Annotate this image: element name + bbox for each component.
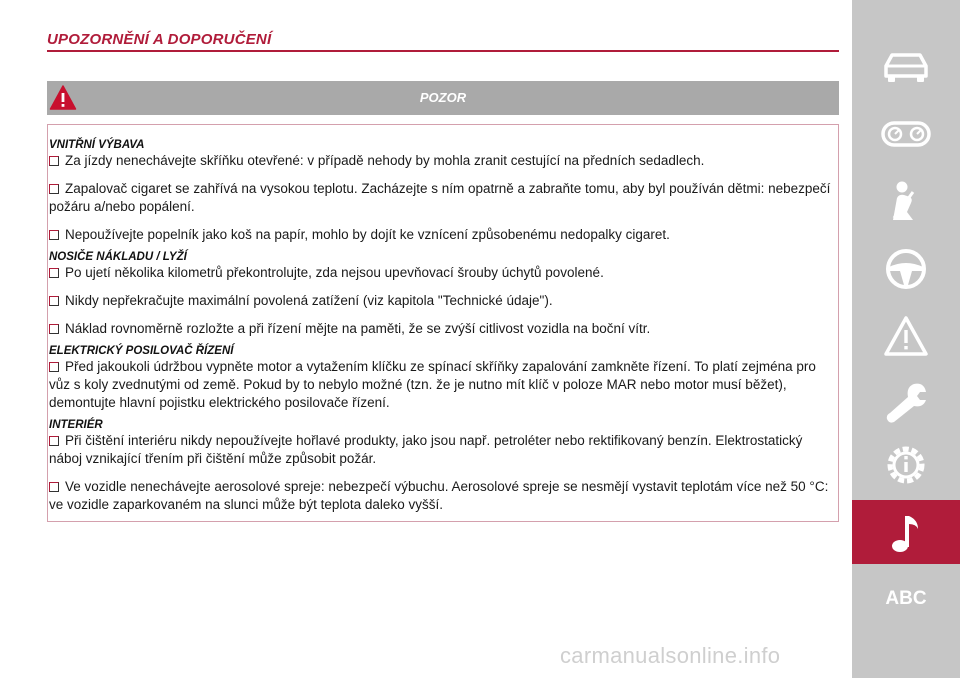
warning-label: POZOR (419, 90, 467, 105)
steering-wheel-icon[interactable] (880, 247, 932, 291)
section-heading-roof-rack: NOSIČE NÁKLADU / LYŽÍ (49, 251, 187, 263)
car-icon[interactable] (880, 46, 932, 90)
checkbox-bullet-icon (49, 362, 59, 372)
title-rule (47, 50, 839, 52)
checkbox-bullet-icon (49, 324, 59, 334)
seatbelt-passenger-icon[interactable] (880, 180, 932, 224)
checkbox-bullet-icon (49, 268, 59, 278)
list-item: Ve vozidle nenechávejte aerosolové spreje: nebezpečí výbuchu. Aerosolové spreje se nesmějí vystavit teplotám více než 50 °C: ve vozidle zaparkovaném na slunci může být teplota daleko vyšší. (49, 479, 829, 512)
list-item: Náklad rovnoměrně rozložte a při řízení mějte na paměti, že se zvýší citlivost vozidla na boční vítr. (48, 320, 838, 338)
abc-index-link[interactable]: ABC (885, 588, 927, 609)
checkbox-bullet-icon (49, 156, 59, 166)
warning-triangle-icon[interactable] (880, 314, 932, 358)
wrench-icon[interactable] (880, 380, 932, 424)
list-item: Nikdy nepřekračujte maximální povolená zatížení (viz kapitola "Technické údaje"). (48, 292, 838, 310)
chapter-sidebar (852, 0, 960, 678)
list-item: Nepoužívejte popelník jako koš na papír, mohlo by dojít ke vznícení způsobenému nedopalky cigaret. (48, 226, 838, 244)
gauges-icon[interactable] (880, 112, 932, 156)
section-heading-interior: INTERIÉR (49, 419, 103, 431)
watermark: carmanualsonline.info (560, 643, 781, 668)
checkbox-bullet-icon (49, 436, 59, 446)
checkbox-bullet-icon (49, 296, 59, 306)
warning-box (47, 124, 839, 522)
section-heading-interior-equipment: VNITŘNÍ VÝBAVA (49, 139, 145, 151)
page-title: UPOZORNĚNÍ A DOPORUČENÍ (47, 31, 272, 48)
music-note-icon[interactable] (880, 510, 932, 554)
warning-header (47, 81, 839, 115)
list-item: Po ujetí několika kilometrů překontrolujte, zda nejsou upevňovací šrouby úchytů povolené. (48, 264, 838, 282)
checkbox-bullet-icon (49, 482, 59, 492)
gear-info-icon[interactable] (880, 443, 932, 487)
list-item: Zapalovač cigaret se zahřívá na vysokou teplotu. Zacházejte s ním opatrně a zabraňte tomu, aby byl používán dětmi: nebezpečí požáru a/nebo popálení. (49, 181, 831, 214)
section-heading-power-steering: ELEKTRICKÝ POSILOVAČ ŘÍZENÍ (49, 345, 234, 357)
list-item: Za jízdy nenechávejte skříňku otevřené: v případě nehody by mohla zranit cestující na předních sedadlech. (48, 152, 838, 170)
checkbox-bullet-icon (49, 184, 59, 194)
list-item: Před jakoukoli údržbou vypněte motor a vytažením klíčku ze spínací skříňky zapalování zamkněte řízení. To platí zejména pro vůz s koly zvednutými od země. Pokud by to nebylo možné (tzn. že je nutno mít klíč v poloze MAR nebo motor musí běžet), demontujte hlavní pojistku elektrického posilovače řízení. (49, 359, 816, 410)
list-item: Při čištění interiéru nikdy nepoužívejte hořlavé produkty, jako jsou např. petroléter nebo rektifikovaný benzín. Elektrostatický náboj vznikající třením při čištění může způsobit požár. (49, 433, 803, 466)
checkbox-bullet-icon (49, 230, 59, 240)
